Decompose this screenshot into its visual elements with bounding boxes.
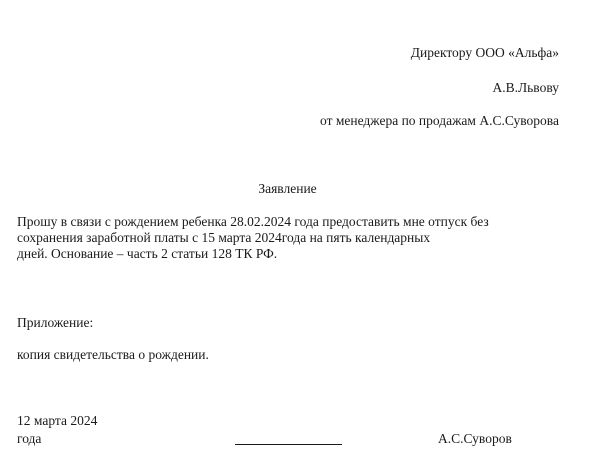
from-line: от менеджера по продажам А.С.Суворова [320,113,559,128]
addressee-line-2: А.В.Львову [492,80,559,95]
attachment-item: копия свидетельства о рождении. [17,347,209,362]
attachment-heading: Приложение: [17,315,94,330]
signature-line [235,444,342,445]
addressee-line-1: Директору ООО «Альфа» [410,45,559,60]
date-line-2: года [17,431,42,446]
body-line-3: дней. Основание – часть 2 статьи 128 ТК РФ. [17,246,278,261]
date-line-1: 12 марта 2024 [17,413,98,428]
body-line-1: Прошу в связи с рождением ребенка 28.02.2024 года предоставить мне отпуск без [17,214,489,229]
document-title: Заявление [258,181,317,196]
signature-name: А.С.Суворов [438,431,512,446]
body-line-2: сохранения заработной платы с 15 марта 2024года на пять календарных [17,230,431,245]
